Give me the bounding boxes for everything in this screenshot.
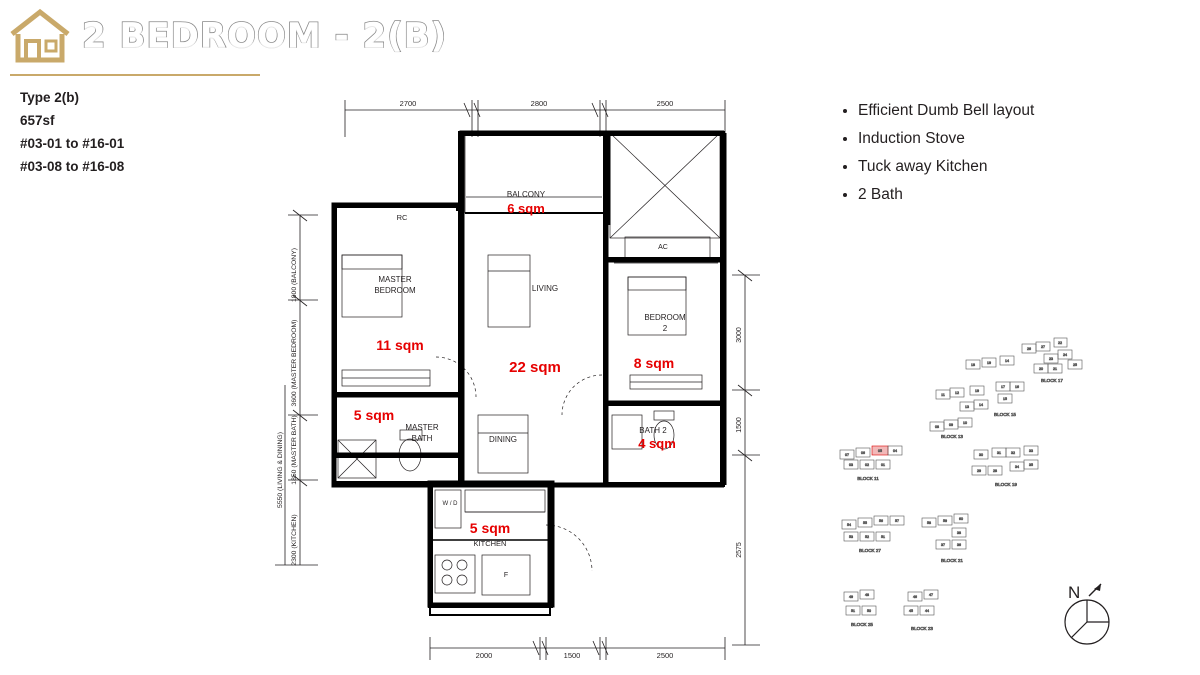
svg-text:49: 49 <box>849 595 853 599</box>
keyplan-block-label: BLOCK 21 <box>941 558 963 563</box>
svg-text:54: 54 <box>847 523 851 527</box>
svg-text:13: 13 <box>965 405 969 409</box>
svg-text:35: 35 <box>1029 463 1033 467</box>
svg-text:30: 30 <box>979 453 983 457</box>
area-balcony: 6 sqm <box>507 201 545 216</box>
keyplan-block-17 <box>966 338 1082 383</box>
keyplan-block-13 <box>930 418 972 439</box>
svg-text:18: 18 <box>971 363 975 367</box>
keyplan-block-label: BLOCK 23 <box>911 626 933 631</box>
dim-bottom-2: 1500 <box>563 651 581 660</box>
svg-text:08: 08 <box>935 425 939 429</box>
svg-text:21: 21 <box>1053 367 1057 371</box>
title-divider <box>10 74 260 76</box>
svg-text:46: 46 <box>913 595 917 599</box>
keyplan-block-label: BLOCK 17 <box>1041 378 1063 383</box>
floor-plan-drawing <box>250 85 810 670</box>
svg-text:38: 38 <box>957 531 961 535</box>
label-bath2: BATH 2 <box>639 426 667 435</box>
area-master-bedroom: 11 sqm <box>376 337 424 353</box>
svg-text:22: 22 <box>1058 341 1062 345</box>
svg-text:52: 52 <box>865 535 869 539</box>
unit-range-1: #03-01 to #16-01 <box>20 136 125 151</box>
svg-text:31: 31 <box>997 451 1001 455</box>
svg-text:48: 48 <box>865 593 869 597</box>
label-living: LIVING <box>531 284 559 293</box>
svg-text:01: 01 <box>881 463 885 467</box>
svg-text:53: 53 <box>849 535 853 539</box>
area-kitchen: 5 sqm <box>469 520 511 536</box>
dim-left-masterbed: 3600 (MASTER BEDROOM) <box>291 319 298 407</box>
unit-range-2: #03-08 to #16-08 <box>20 159 125 174</box>
dim-bottom-1: 2000 <box>475 651 493 660</box>
svg-text:06: 06 <box>861 451 865 455</box>
keyplan-block-27 <box>842 516 904 553</box>
feature-item: • Induction Stove <box>858 126 1170 151</box>
svg-text:15: 15 <box>1003 397 1007 401</box>
svg-text:02: 02 <box>865 463 869 467</box>
house-icon <box>8 8 72 66</box>
svg-text:04: 04 <box>893 449 897 453</box>
unit-area: 657sf <box>20 113 55 128</box>
svg-text:45: 45 <box>909 609 913 613</box>
label-master-bath-1: MASTER <box>405 423 439 432</box>
svg-text:14: 14 <box>979 403 983 407</box>
keyplan-block-label: BLOCK 15 <box>994 412 1016 417</box>
svg-text:17: 17 <box>1001 385 1005 389</box>
label-bedroom2-2: 2 <box>662 324 668 333</box>
dim-right-3: 2575 <box>736 542 743 558</box>
keyplan-block-15 <box>936 382 1024 417</box>
label-kitchen: KITCHEN <box>473 539 507 548</box>
svg-text:29: 29 <box>977 469 981 473</box>
svg-text:60: 60 <box>959 517 963 521</box>
compass-north-label: N <box>1068 583 1081 602</box>
dim-top-3: 2500 <box>656 99 674 108</box>
svg-text:58: 58 <box>927 521 931 525</box>
svg-text:19: 19 <box>975 389 979 393</box>
keyplan-block-21 <box>922 514 968 563</box>
label-rc: RC <box>396 213 408 222</box>
feature-item: • Efficient Dumb Bell layout <box>858 98 1170 123</box>
label-master-bedroom-2: BEDROOM <box>374 286 416 295</box>
svg-text:50: 50 <box>867 609 871 613</box>
unit-info <box>20 86 124 178</box>
svg-text:24: 24 <box>1063 353 1067 357</box>
label-master-bedroom-1: MASTER <box>378 275 412 284</box>
svg-text:33: 33 <box>1029 449 1033 453</box>
svg-text:37: 37 <box>941 543 945 547</box>
svg-text:10: 10 <box>963 421 967 425</box>
dim-top-2: 2800 <box>530 99 548 108</box>
page-header <box>0 0 560 84</box>
area-master-bath: 5 sqm <box>353 407 395 423</box>
area-bedroom2: 8 sqm <box>633 355 675 371</box>
svg-text:32: 32 <box>1011 451 1015 455</box>
svg-text:12: 12 <box>955 391 959 395</box>
label-washer-dryer: W / D <box>442 501 458 507</box>
svg-text:55: 55 <box>863 521 867 525</box>
svg-text:25: 25 <box>1073 363 1077 367</box>
keyplan-block-19 <box>972 446 1038 487</box>
dim-bottom-3: 2500 <box>656 651 674 660</box>
label-master-bath-2: BATH <box>411 434 433 443</box>
keyplan-block-label: BLOCK 27 <box>859 548 881 553</box>
svg-text:51: 51 <box>881 535 885 539</box>
right-dimension-lines <box>732 270 760 645</box>
svg-text:57: 57 <box>895 519 899 523</box>
svg-text:16: 16 <box>1015 385 1019 389</box>
label-fridge: F <box>503 572 509 579</box>
svg-text:19: 19 <box>987 361 991 365</box>
area-living: 22 sqm <box>509 359 561 376</box>
svg-text:11: 11 <box>941 393 945 397</box>
svg-text:28: 28 <box>993 469 997 473</box>
dim-left-masterbath: 1850 (MASTER BATH) <box>291 415 298 485</box>
svg-text:56: 56 <box>879 519 883 523</box>
label-dining: DINING <box>489 435 517 444</box>
dim-right-1: 3000 <box>736 327 743 343</box>
unit-type: Type 2(b) <box>20 90 80 105</box>
svg-text:34: 34 <box>1015 465 1019 469</box>
svg-text:47: 47 <box>929 593 933 597</box>
label-ac: AC <box>658 244 668 251</box>
label-bedroom2-1: BEDROOM <box>644 313 686 322</box>
dim-left-balcony: 1800 (BALCONY) <box>291 247 298 303</box>
svg-text:36: 36 <box>957 543 961 547</box>
svg-text:44: 44 <box>925 609 929 613</box>
feature-list <box>840 98 1170 210</box>
keyplan-block-25 <box>844 590 876 627</box>
svg-text:09: 09 <box>949 423 953 427</box>
svg-text:27: 27 <box>1041 345 1045 349</box>
area-bath2: 4 sqm <box>638 436 676 451</box>
keyplan-block-label: BLOCK 25 <box>851 622 873 627</box>
dim-left-kitchen: 2300 (KITCHEN) <box>291 514 298 566</box>
feature-item: • 2 Bath <box>858 182 1170 207</box>
svg-text:20: 20 <box>1039 367 1043 371</box>
dim-left-living-dining: 5550 (LIVING & DINING) <box>277 432 284 508</box>
keyplan-block-23 <box>904 590 938 631</box>
svg-text:51: 51 <box>851 609 855 613</box>
svg-text:03: 03 <box>849 463 853 467</box>
svg-text:26: 26 <box>1027 347 1031 351</box>
keyplan-block-label: BLOCK 11 <box>857 476 879 481</box>
svg-text:14: 14 <box>1005 359 1009 363</box>
keyplan-block-label: BLOCK 13 <box>941 434 963 439</box>
svg-text:23: 23 <box>1049 357 1053 361</box>
svg-text:05: 05 <box>878 449 882 453</box>
keyplan-block-11 <box>840 446 902 481</box>
dim-top-1: 2700 <box>399 99 417 108</box>
dim-right-2: 1500 <box>736 417 743 433</box>
svg-text:59: 59 <box>943 519 947 523</box>
keyplan-block-label: BLOCK 19 <box>995 482 1017 487</box>
compass-rose <box>1055 580 1135 655</box>
label-balcony: BALCONY <box>506 190 546 199</box>
page-title: 2 BEDROOM - 2(B) <box>82 16 448 56</box>
feature-item: • Tuck away Kitchen <box>858 154 1170 179</box>
svg-text:07: 07 <box>845 453 849 457</box>
